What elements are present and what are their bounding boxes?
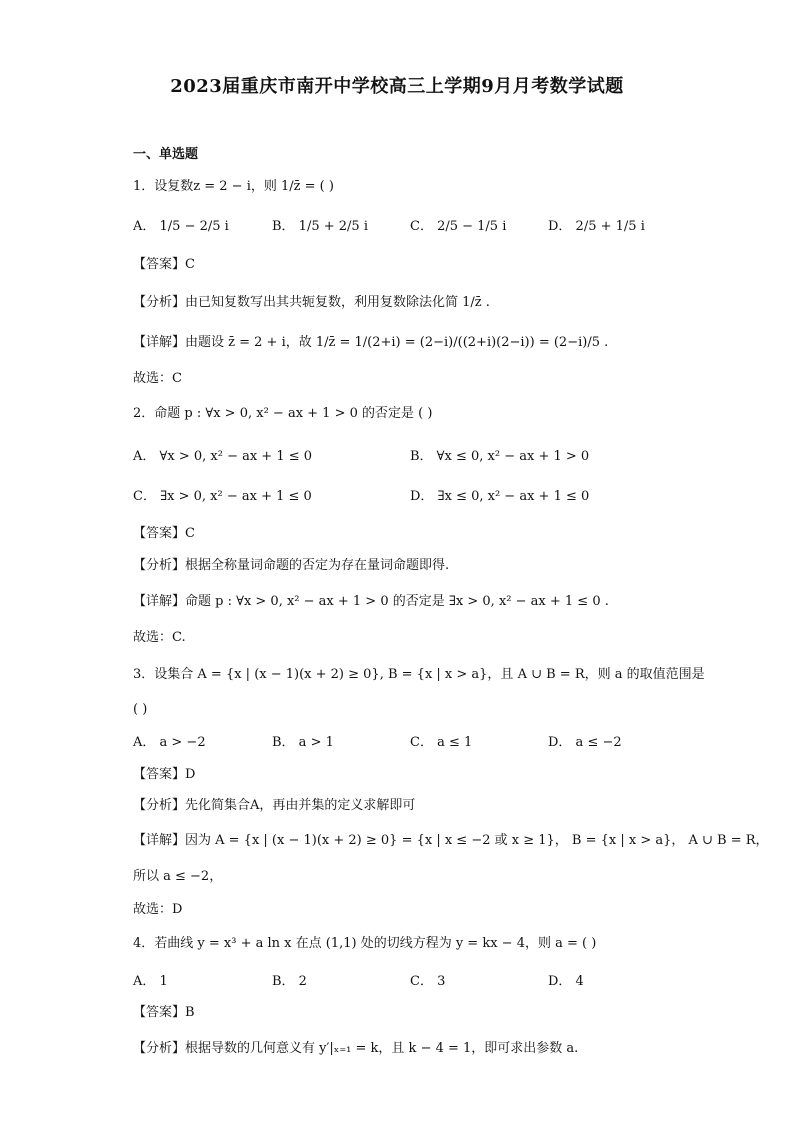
q4-stem: 4．若曲线 y = x³ + a ln x 在点 (1,1) 处的切线方程为 y = kx − 4，则 a = ( ) — [133, 936, 597, 951]
q4-option-c: C． 3 — [410, 974, 446, 989]
q1-option-c: C． 2/5 − 1/5 i — [410, 219, 507, 234]
q1-detail: 【详解】由题设 z̄ = 2 + i，故 1/z̄ = 1/(2+i) = (2−i)/((2+i)(2−i)) = (2−i)/5 . — [133, 335, 609, 350]
q2-option-d: D． ∃x ≤ 0, x² − ax + 1 ≤ 0 — [410, 489, 590, 504]
q3-stem-cont: ( ) — [133, 702, 148, 717]
q3-detail-cont: 所以 a ≤ −2， — [133, 869, 223, 884]
q4-option-a: A． 1 — [133, 974, 168, 989]
page-title: 2023届重庆市南开中学校高三上学期9月月考数学试题 — [170, 76, 624, 97]
q2-option-c: C． ∃x > 0, x² − ax + 1 ≤ 0 — [133, 489, 312, 504]
q2-analysis: 【分析】根据全称量词命题的否定为存在量词命题即得. — [133, 558, 450, 573]
q3-choose: 故选：D — [133, 902, 183, 917]
q3-detail: 【详解】因为 A = {x | (x − 1)(x + 2) ≥ 0} = {x | x ≤ −2 或 x ≥ 1}， B = {x | x > a}， A ∪ B = R， — [133, 833, 769, 848]
q2-answer: 【答案】C — [133, 526, 195, 541]
q2-detail: 【详解】命题 p : ∀x > 0, x² − ax + 1 > 0 的否定是 ∃x > 0, x² − ax + 1 ≤ 0 . — [133, 594, 609, 609]
q3-option-c: C． a ≤ 1 — [410, 735, 473, 750]
section-heading: 一、单选题 — [133, 147, 199, 162]
q1-answer: 【答案】C — [133, 257, 195, 272]
q4-option-d: D． 4 — [548, 974, 584, 989]
q3-option-d: D． a ≤ −2 — [548, 735, 622, 750]
q1-option-b: B． 1/5 + 2/5 i — [272, 219, 368, 234]
q3-option-b: B． a > 1 — [272, 735, 334, 750]
q2-choose: 故选：C. — [133, 630, 186, 645]
q4-answer: 【答案】B — [133, 1005, 195, 1020]
q4-analysis: 【分析】根据导数的几何意义有 y′|ₓ₌₁ = k，且 k − 4 = 1，即可求出参数 a. — [133, 1041, 579, 1056]
q1-stem: 1．设复数z = 2 − i，则 1/z̄ = ( ) — [133, 179, 334, 194]
q3-analysis: 【分析】先化简集合A，再由并集的定义求解即可 — [133, 798, 416, 813]
q1-choose: 故选：C — [133, 371, 182, 386]
q2-stem: 2．命题 p : ∀x > 0, x² − ax + 1 > 0 的否定是 ( ) — [133, 406, 433, 421]
q3-answer: 【答案】D — [133, 767, 196, 782]
q4-option-b: B． 2 — [272, 974, 307, 989]
q1-option-d: D． 2/5 + 1/5 i — [548, 219, 645, 234]
q3-option-a: A． a > −2 — [133, 735, 206, 750]
q3-stem: 3．设集合 A = {x | (x − 1)(x + 2) ≥ 0}, B = {x | x > a}，且 A ∪ B = R，则 a 的取值范围是 — [133, 667, 705, 682]
q2-option-b: B． ∀x ≤ 0, x² − ax + 1 > 0 — [410, 449, 590, 464]
q1-option-a: A． 1/5 − 2/5 i — [133, 219, 229, 234]
q2-option-a: A． ∀x > 0, x² − ax + 1 ≤ 0 — [133, 449, 313, 464]
q1-analysis: 【分析】由已知复数写出其共轭复数，利用复数除法化简 1/z̄ . — [133, 295, 490, 310]
